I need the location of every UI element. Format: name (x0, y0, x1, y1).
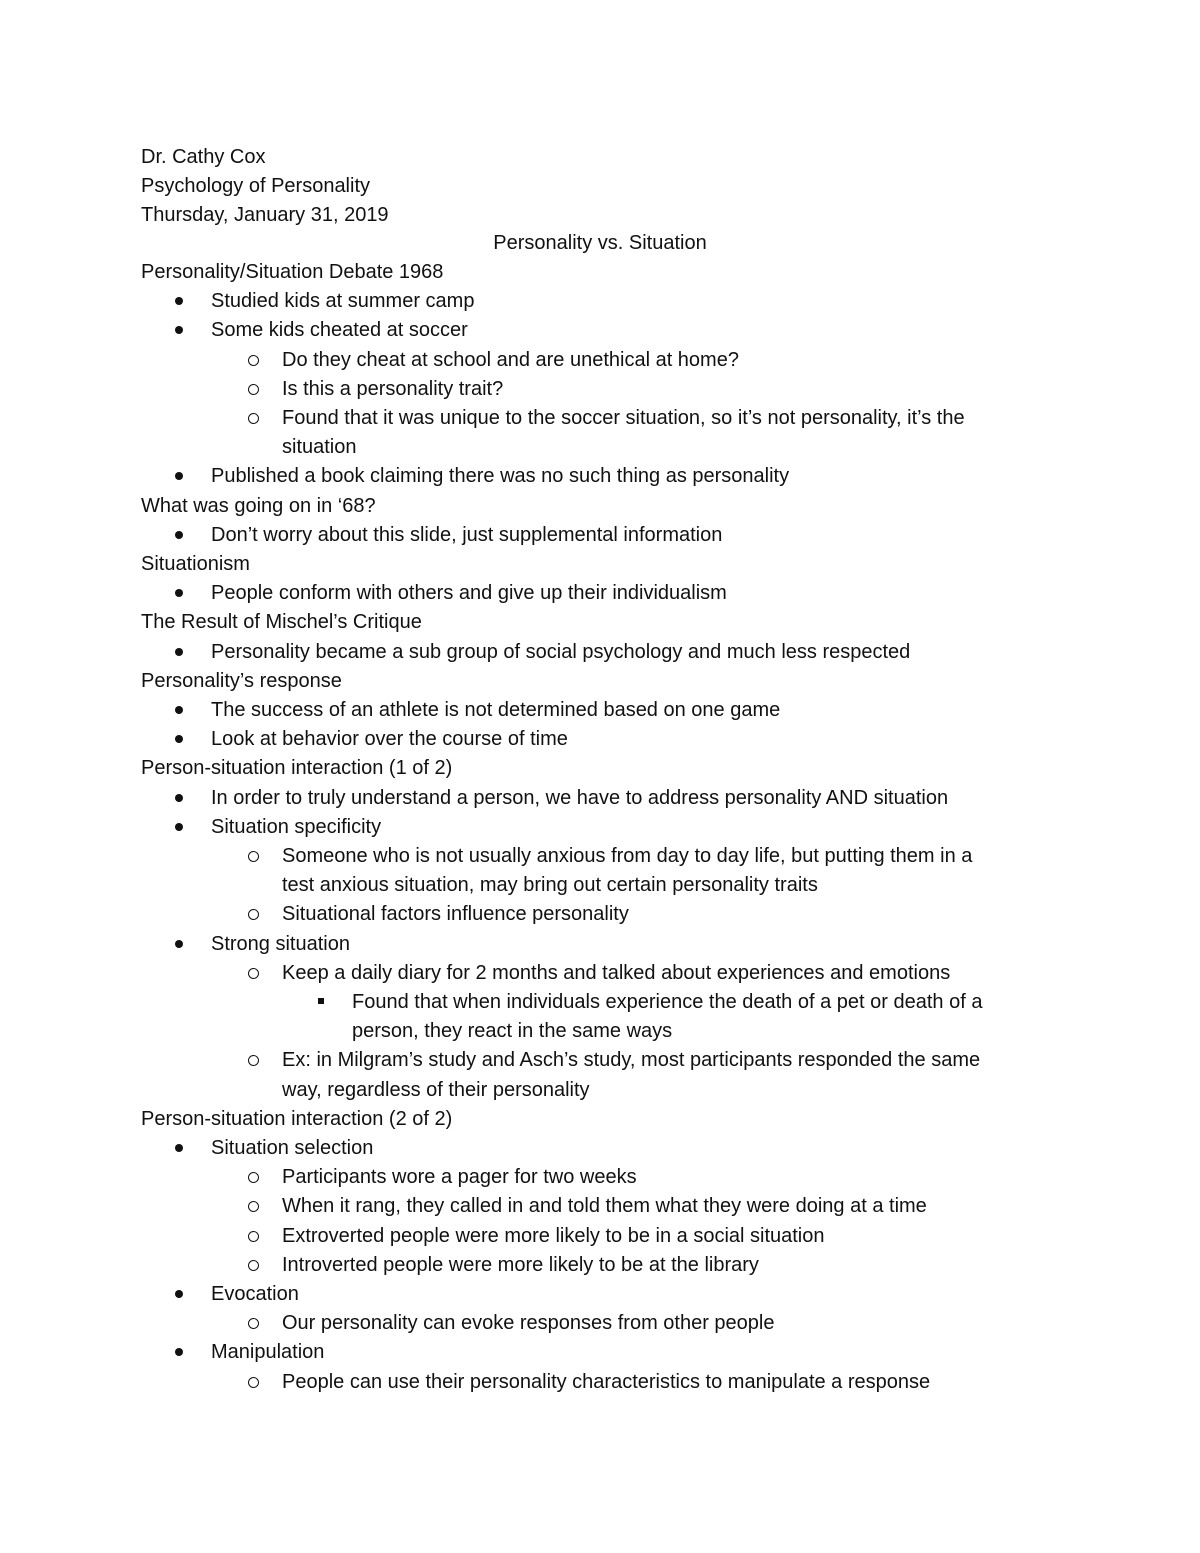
section-heading: Situationism (141, 553, 250, 575)
hollow-bullet-icon (248, 413, 259, 424)
list-item: Found that it was unique to the soccer situation, so it’s not personality, it’s the (282, 407, 965, 429)
hollow-bullet-icon (248, 909, 259, 920)
list-item: Strong situation (211, 932, 350, 955)
list-item: Our personality can evoke responses from other people (282, 1312, 775, 1335)
list-item: Don’t worry about this slide, just supplemental information (211, 523, 723, 546)
list-item: Participants wore a pager for two weeks (282, 1166, 637, 1189)
list-item: Some kids cheated at soccer (211, 319, 468, 342)
bullet-icon (175, 648, 183, 656)
bullet-icon (175, 589, 183, 597)
document-title: Personality vs. Situation (493, 232, 707, 254)
author-line: Dr. Cathy Cox (141, 146, 266, 168)
hollow-bullet-icon (248, 384, 259, 395)
hollow-bullet-icon (248, 1201, 259, 1212)
section-heading: Personality/Situation Debate 1968 (141, 261, 444, 283)
hollow-bullet-icon (248, 968, 259, 979)
list-item: Published a book claiming there was no such thing as personality (211, 465, 790, 488)
bullet-icon (175, 1290, 183, 1298)
bullet-icon (175, 1144, 183, 1152)
hollow-bullet-icon (248, 355, 259, 366)
list-item: Ex: in Milgram’s study and Asch’s study, most participants responded the same (282, 1049, 981, 1072)
list-item-continuation: way, regardless of their personality (282, 1078, 590, 1101)
square-bullet-icon (318, 998, 324, 1004)
bullet-icon (175, 735, 183, 743)
course-line: Psychology of Personality (141, 175, 371, 197)
list-item: Manipulation (211, 1341, 325, 1364)
list-item: Extroverted people were more likely to be in a social situation (282, 1224, 825, 1247)
bullet-icon (175, 531, 183, 539)
hollow-bullet-icon (248, 1172, 259, 1183)
list-item: Situation specificity (211, 815, 382, 838)
list-item: Keep a daily diary for 2 months and talked about experiences and emotions (282, 961, 951, 984)
list-item: When it rang, they called in and told them what they were doing at a time (282, 1195, 927, 1218)
bullet-icon (175, 472, 183, 480)
list-item: Found that when individuals experience the death of a pet or death of a (352, 991, 983, 1013)
list-item: Someone who is not usually anxious from day to day life, but putting them in a (282, 845, 973, 867)
hollow-bullet-icon (248, 851, 259, 862)
bullet-icon (175, 326, 183, 334)
section-heading: Person-situation interaction (2 of 2) (141, 1107, 453, 1130)
list-item: Introverted people were more likely to be at the library (282, 1253, 759, 1276)
section-heading: What was going on in ‘68? (141, 494, 376, 517)
list-item-continuation: person, they react in the same ways (352, 1020, 673, 1043)
list-item: The success of an athlete is not determined based on one game (211, 699, 781, 721)
bullet-icon (175, 297, 183, 305)
bullet-icon (175, 1348, 183, 1356)
bullet-icon (175, 706, 183, 714)
list-item: Evocation (211, 1283, 299, 1305)
list-item: Studied kids at summer camp (211, 290, 475, 313)
list-item-continuation: situation (282, 436, 357, 459)
list-item: Look at behavior over the course of time (211, 728, 568, 751)
list-item: Situational factors influence personality (282, 903, 629, 926)
hollow-bullet-icon (248, 1055, 259, 1066)
bullet-icon (175, 823, 183, 831)
hollow-bullet-icon (248, 1318, 259, 1329)
hollow-bullet-icon (248, 1260, 259, 1271)
section-heading: Person-situation interaction (1 of 2) (141, 757, 453, 780)
bullet-icon (175, 794, 183, 802)
list-item: People conform with others and give up their individualism (211, 582, 727, 605)
bullet-icon (175, 940, 183, 948)
section-heading: The Result of Mischel’s Critique (141, 611, 422, 634)
date-line: Thursday, January 31, 2019 (141, 204, 389, 226)
list-item: Do they cheat at school and are unethical at home? (282, 348, 739, 371)
list-item: Personality became a sub group of social psychology and much less respected (211, 640, 911, 663)
list-item: People can use their personality characteristics to manipulate a response (282, 1370, 931, 1393)
hollow-bullet-icon (248, 1377, 259, 1388)
list-item: Is this a personality trait? (282, 377, 504, 400)
hollow-bullet-icon (248, 1231, 259, 1242)
list-item: Situation selection (211, 1137, 374, 1159)
list-item-continuation: test anxious situation, may bring out certain personality traits (282, 874, 818, 897)
section-heading: Personality’s response (141, 669, 342, 692)
list-item: In order to truly understand a person, we have to address personality AND situation (211, 786, 949, 809)
